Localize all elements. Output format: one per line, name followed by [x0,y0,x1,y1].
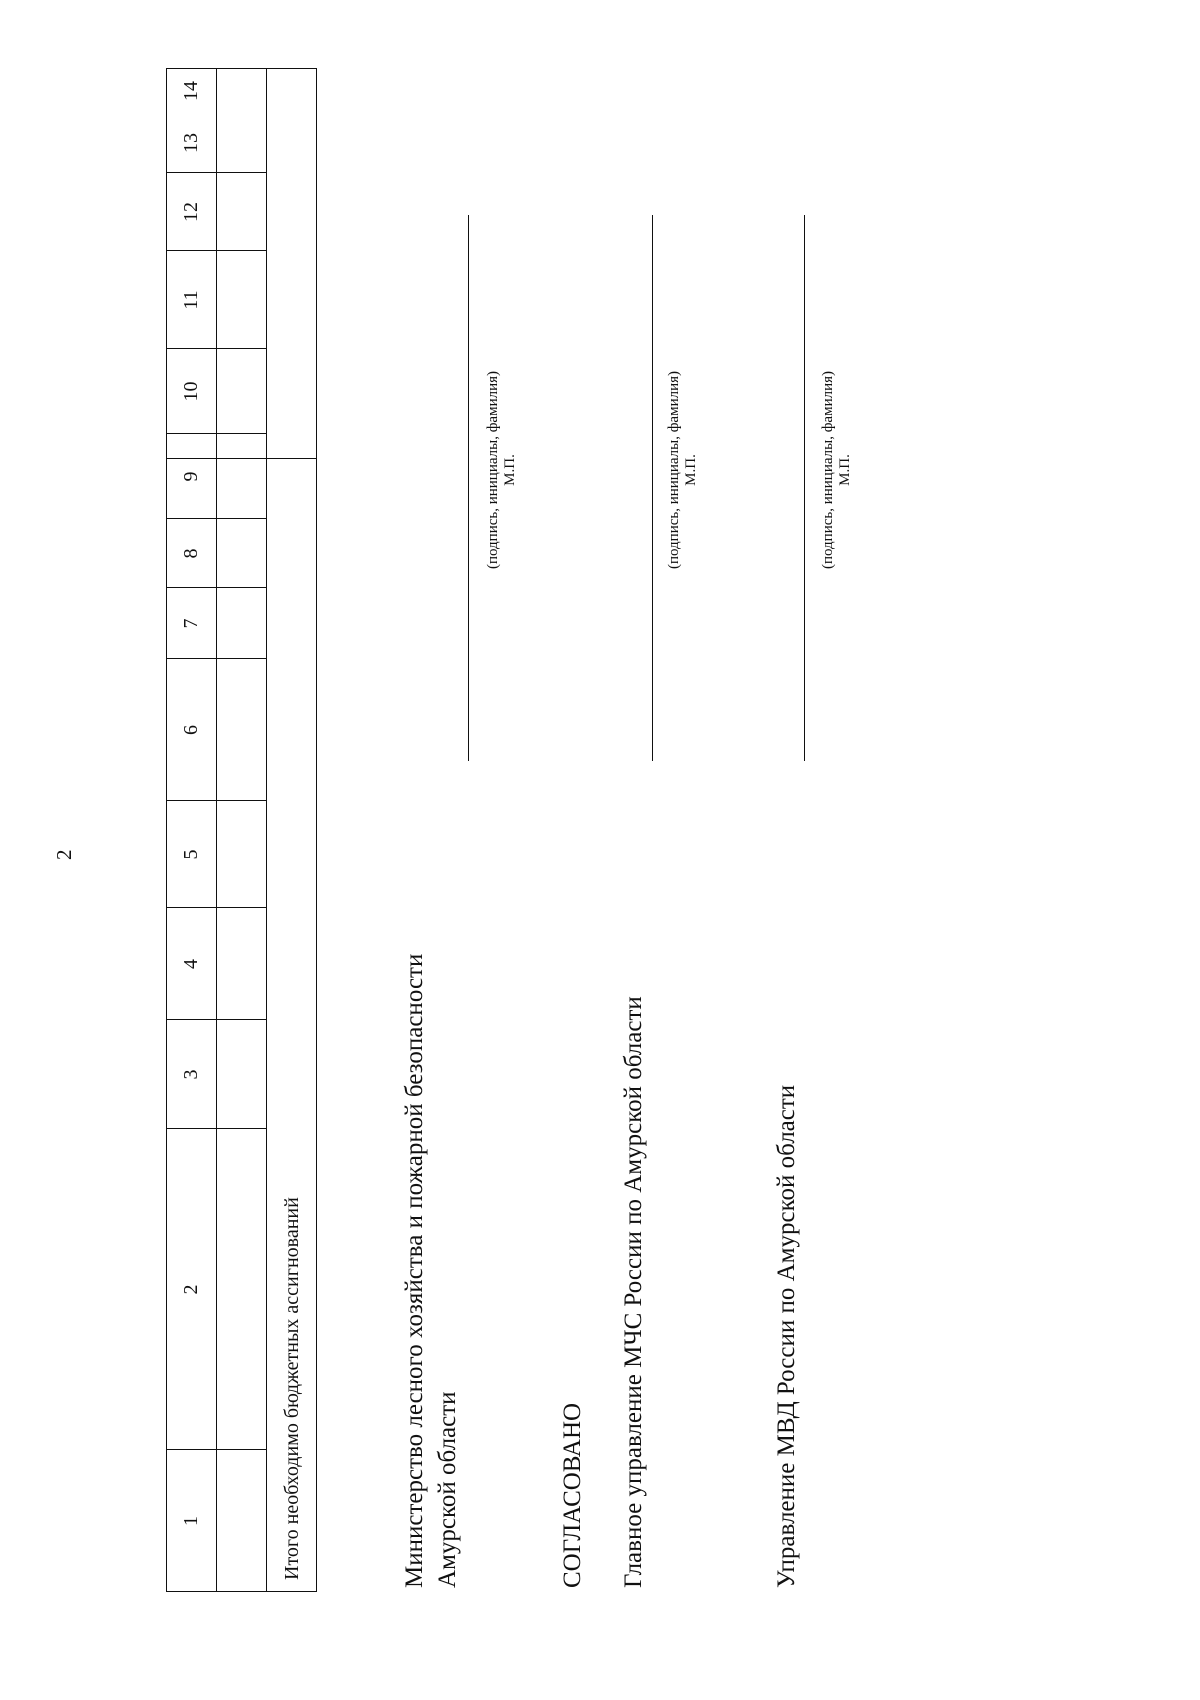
approval-heading: СОГЛАСОВАНО [559,1402,586,1588]
column-number: 9 [179,471,202,482]
page-number: 2 [52,849,76,860]
mchs-signature-line [652,215,653,761]
column-number: 10 [179,381,202,402]
column-number: 7 [179,618,202,629]
budget-table [166,68,318,1592]
ministry-signature-line [468,215,469,761]
column-number: 13 [179,133,202,153]
column-number: 5 [179,849,202,860]
column-number: 1 [179,1516,202,1526]
column-number: 4 [179,959,202,969]
column-number: 6 [179,725,202,735]
ministry-name [398,954,464,1588]
ministry-name-line2: Амурской области [434,1391,461,1588]
column-number: 14 [179,81,202,101]
table-row-separator [216,68,217,1592]
column-number: 11 [179,290,202,310]
mchs-name: Главное управление МЧС России по Амурской области [620,996,647,1588]
total-row-label: Итого необходимо бюджетных ассигнований [280,1197,303,1580]
mvd-signature-caption: (подпись, инициалы, фамилия) М.П. [820,370,853,570]
ministry-name-line1: Министерство лесного хозяйства и пожарной безопасности [401,953,428,1588]
mvd-name: Управление МВД России по Амурской области [773,1084,800,1588]
mvd-signature-line [804,215,805,761]
column-number: 8 [179,548,202,559]
ministry-signature-caption: (подпись, инициалы, фамилия) М.П. [485,370,518,570]
column-number: 12 [179,202,202,222]
column-number: 2 [179,1284,202,1295]
mchs-signature-caption: (подпись, инициалы, фамилия) М.П. [666,370,699,570]
column-number: 3 [179,1069,202,1080]
